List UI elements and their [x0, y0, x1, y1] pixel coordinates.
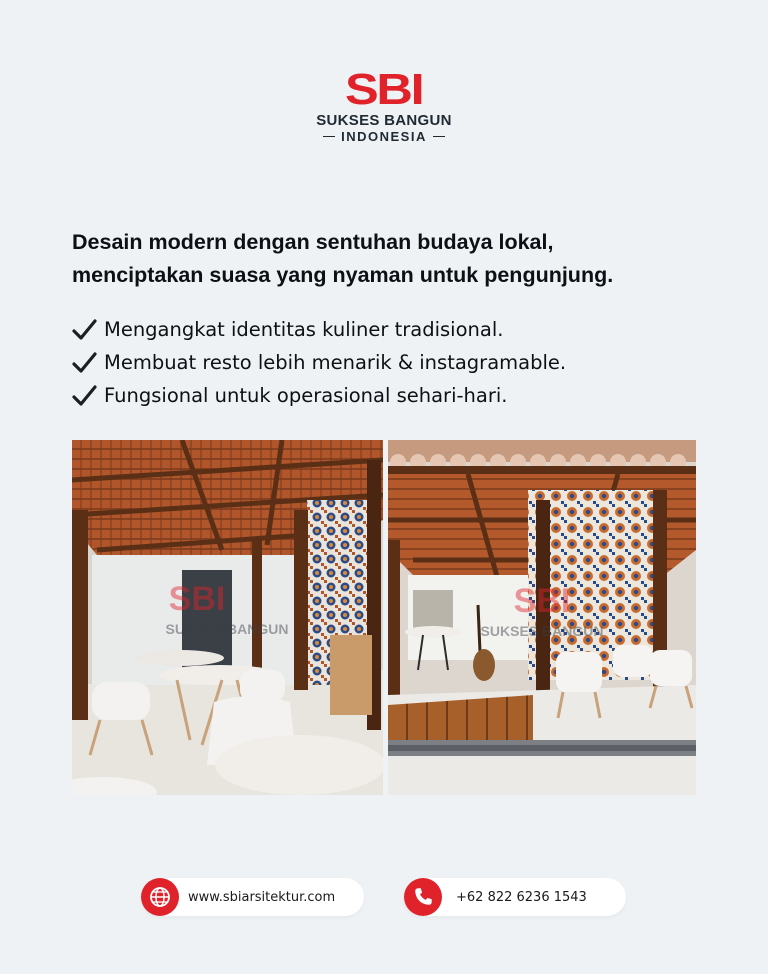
benefit-item	[72, 346, 566, 379]
benefit-list	[72, 313, 566, 412]
svg-text:SBI: SBI	[513, 582, 571, 620]
website-text[interactable]: www.sbiarsitektur.com	[188, 889, 336, 905]
logo-company-name: SUKSES BANGUN	[316, 112, 452, 129]
svg-text:SUKSES BANGUN: SUKSES BANGUN	[480, 623, 604, 639]
phone-contact[interactable]	[404, 878, 626, 916]
headline-line-1: Desain modern dengan sentuhan budaya lokal,	[72, 230, 554, 254]
svg-text:SBI: SBI	[168, 580, 226, 618]
logo-dash-left	[323, 136, 335, 138]
benefit-text: Fungsional untuk operasional sehari-hari.	[104, 384, 508, 407]
check-icon	[72, 352, 97, 374]
headline-line-2: menciptakan suasa yang nyaman untuk pengunjung.	[72, 263, 614, 287]
logo-dash-right	[433, 136, 445, 138]
check-icon	[72, 319, 97, 341]
logo-company-subname	[0, 129, 768, 144]
resto-interior-photo-right	[388, 440, 696, 795]
interior-render-illustration	[72, 440, 383, 795]
interior-render-illustration	[388, 440, 696, 795]
website-contact[interactable]	[141, 878, 364, 916]
benefit-item	[72, 313, 566, 346]
benefit-text: Mengangkat identitas kuliner tradisional.	[104, 318, 504, 341]
globe-icon	[141, 878, 179, 916]
headline	[72, 226, 712, 292]
check-icon	[72, 385, 97, 407]
phone-text[interactable]: +62 822 6236 1543	[456, 889, 587, 905]
brand-logo	[0, 65, 768, 144]
logo-mark: SBI	[345, 65, 423, 114]
phone-icon	[404, 878, 442, 916]
logo-company-country: INDONESIA	[341, 129, 427, 144]
benefit-text: Membuat resto lebih menarik & instagramable.	[104, 351, 567, 374]
resto-interior-photo-left	[72, 440, 383, 795]
svg-text:SUKSES BANGUN: SUKSES BANGUN	[165, 621, 289, 637]
benefit-item	[72, 379, 566, 412]
